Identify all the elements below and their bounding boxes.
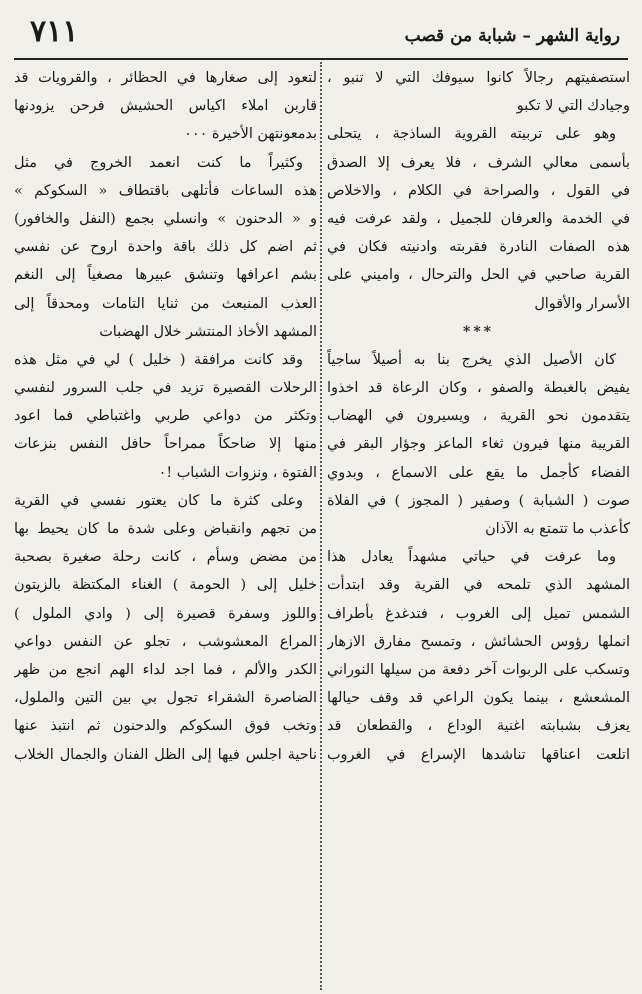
text-line: كأعذب ما تتمتع به الآذان xyxy=(485,521,630,537)
text-line: وهو على تربيته القروية الساذجة ، يتحلى xyxy=(327,126,616,143)
text-line: الشمس تميل إلى الغروب ، فتدغدغ بأطراف xyxy=(327,605,630,622)
text-line: المشعشع ، بينما يكون الراعي قد وقف حيالها xyxy=(327,690,630,707)
text-line: المشهد الذي تلمحه في القرية وقد ابتدأت xyxy=(327,577,630,594)
text-line: لتعود إلى صغارها في الحظائر ، والقرويات قد xyxy=(14,70,317,86)
page-number: ٧١١ xyxy=(30,14,79,49)
text-line: وكثيراً ما كنت انعمد الخروج في مثل xyxy=(14,154,303,171)
right-column xyxy=(327,64,630,769)
text-line: و « الدحنون » وانسلي بجمع (النفل والخافور) xyxy=(14,210,317,227)
section-separator: *** xyxy=(463,323,494,340)
text-line: من مضض وسأم ، كانت رحلة صغيرة بصحبة xyxy=(14,549,317,566)
text-line: الضاصرة الشقراء تجول بي بين التين والملول، xyxy=(14,690,317,707)
text-line: خليل إلى ( الحومة ) الغناء المكتظة بالزيتون xyxy=(14,577,317,594)
text-line: الأسرار والأقوال xyxy=(534,295,630,312)
text-line: الكدر والألم ، فما اجد لداء الهم انجع من ظهر xyxy=(14,661,317,678)
text-line: القريبة منها فيرون ثغاء الماعز وجؤار البقر في xyxy=(327,436,630,453)
text-line: من تجهم وانقباض وعلى شدة ما كان يحيط بها xyxy=(14,521,317,537)
text-line: الرحلات القصيرة تزيد في جلب السرور لنفسي xyxy=(14,380,317,397)
text-line: هذه الساعات فأتلهى باقتطاف « السكوكم » xyxy=(14,182,317,199)
text-line: قاربن املاء اكياس الحشيش فرحن يزودنها xyxy=(14,98,317,115)
text-line: كان الأصيل الذي يخرج بنا به أصيلاً ساجياً xyxy=(327,351,616,368)
text-line: يعزف بشبابته اغنية الوداع ، والقطعان قد xyxy=(327,718,630,735)
text-line: المشهد الأخاذ المنتشر خلال الهضبات xyxy=(99,323,317,340)
text-line: وما عرفت في حياتي مشهداً يعادل هذا xyxy=(327,549,616,566)
text-line: وتكثر من دواعي طربي واغتباطي فما اعود xyxy=(14,408,317,425)
text-line: بأسمى معالي الشرف ، فلا يعرف إلا الصدق xyxy=(327,154,630,171)
text-line: في الخدمة والعرفان للجميل ، ولقد عرفت فيه xyxy=(327,210,630,227)
page-header xyxy=(0,0,642,58)
text-line: اتلعت اعناقها تناشدها الإسراع في الغروب xyxy=(327,746,630,763)
text-line: المراع المعشوشب ، تجلو عن النفس دواعي xyxy=(14,633,317,650)
text-line: وتسكب على الربوات آخر دفعة من سيلها النوراني xyxy=(327,661,630,678)
text-line: يتقدمون نحو القرية ، ويسيرون في الهضاب xyxy=(327,408,630,425)
text-line: الفتوة ، ونزوات الشباب !٠ xyxy=(158,464,317,481)
text-line: وجيادك التي لا تكبو xyxy=(516,98,630,115)
text-line: وتخب فوق السكوكم والدحنون ثم انتبذ عنها xyxy=(14,718,317,735)
text-line: العذب المنبعث من ثنايا التامات ومحدقاً إلى xyxy=(14,295,317,312)
text-line: واللوز وسفرة قصيرة إلى ( وادي الملول ) xyxy=(14,605,317,622)
text-line: منها إلا ضاحكاً ممراحاً حافل النفس بنزعات xyxy=(14,436,317,453)
text-line: وقد كانت مرافقة ( خليل ) لي في مثل هذه xyxy=(14,351,303,368)
text-line: بدمعونتهن الأخيرة ٠٠٠ xyxy=(184,126,317,143)
text-line: بشم اعرافها وتنشق عبيرها مصغياً إلى النغم xyxy=(14,267,317,284)
text-line: الفضاء كأجمل ما يقع على الاسماع ، وبدوي xyxy=(327,464,630,481)
running-title: رواية الشهر – شبابة من قصب xyxy=(404,26,620,46)
text-line: استصفيتهم رجالاً كانوا سيوفك التي لا تنبو ، xyxy=(327,70,630,86)
text-line: يفيض بالغبطة والصفو ، وكان الرعاة قد اخذوا xyxy=(327,380,630,397)
text-line: صوت ( الشبابة ) وصفير ( المجوز ) في الفلاة xyxy=(327,492,630,509)
text-line: القرية صاحبي في الحل والترحال ، واميني على xyxy=(327,267,630,284)
left-column xyxy=(14,64,317,769)
text-line: في القول ، والصراحة في الكلام ، والاخلاص xyxy=(327,182,630,199)
text-line: وعلى كثرة ما كان يعتور نفسي في القرية xyxy=(14,492,303,509)
header-rule xyxy=(14,58,628,60)
text-line: ثم اضم كل ذلك باقة واحدة اروح عن نفسي xyxy=(14,239,317,256)
text-line: ناحية اجلس فيها إلى الظل الفنان والجمال الخلاب xyxy=(14,746,317,763)
text-line: هذه الصفات النادرة فقربته وادنيته فكان في xyxy=(327,239,630,256)
text-line: انملها رؤوس الحشائش ، وتمسح مفارق الازهار xyxy=(327,633,630,650)
column-divider xyxy=(320,62,322,990)
